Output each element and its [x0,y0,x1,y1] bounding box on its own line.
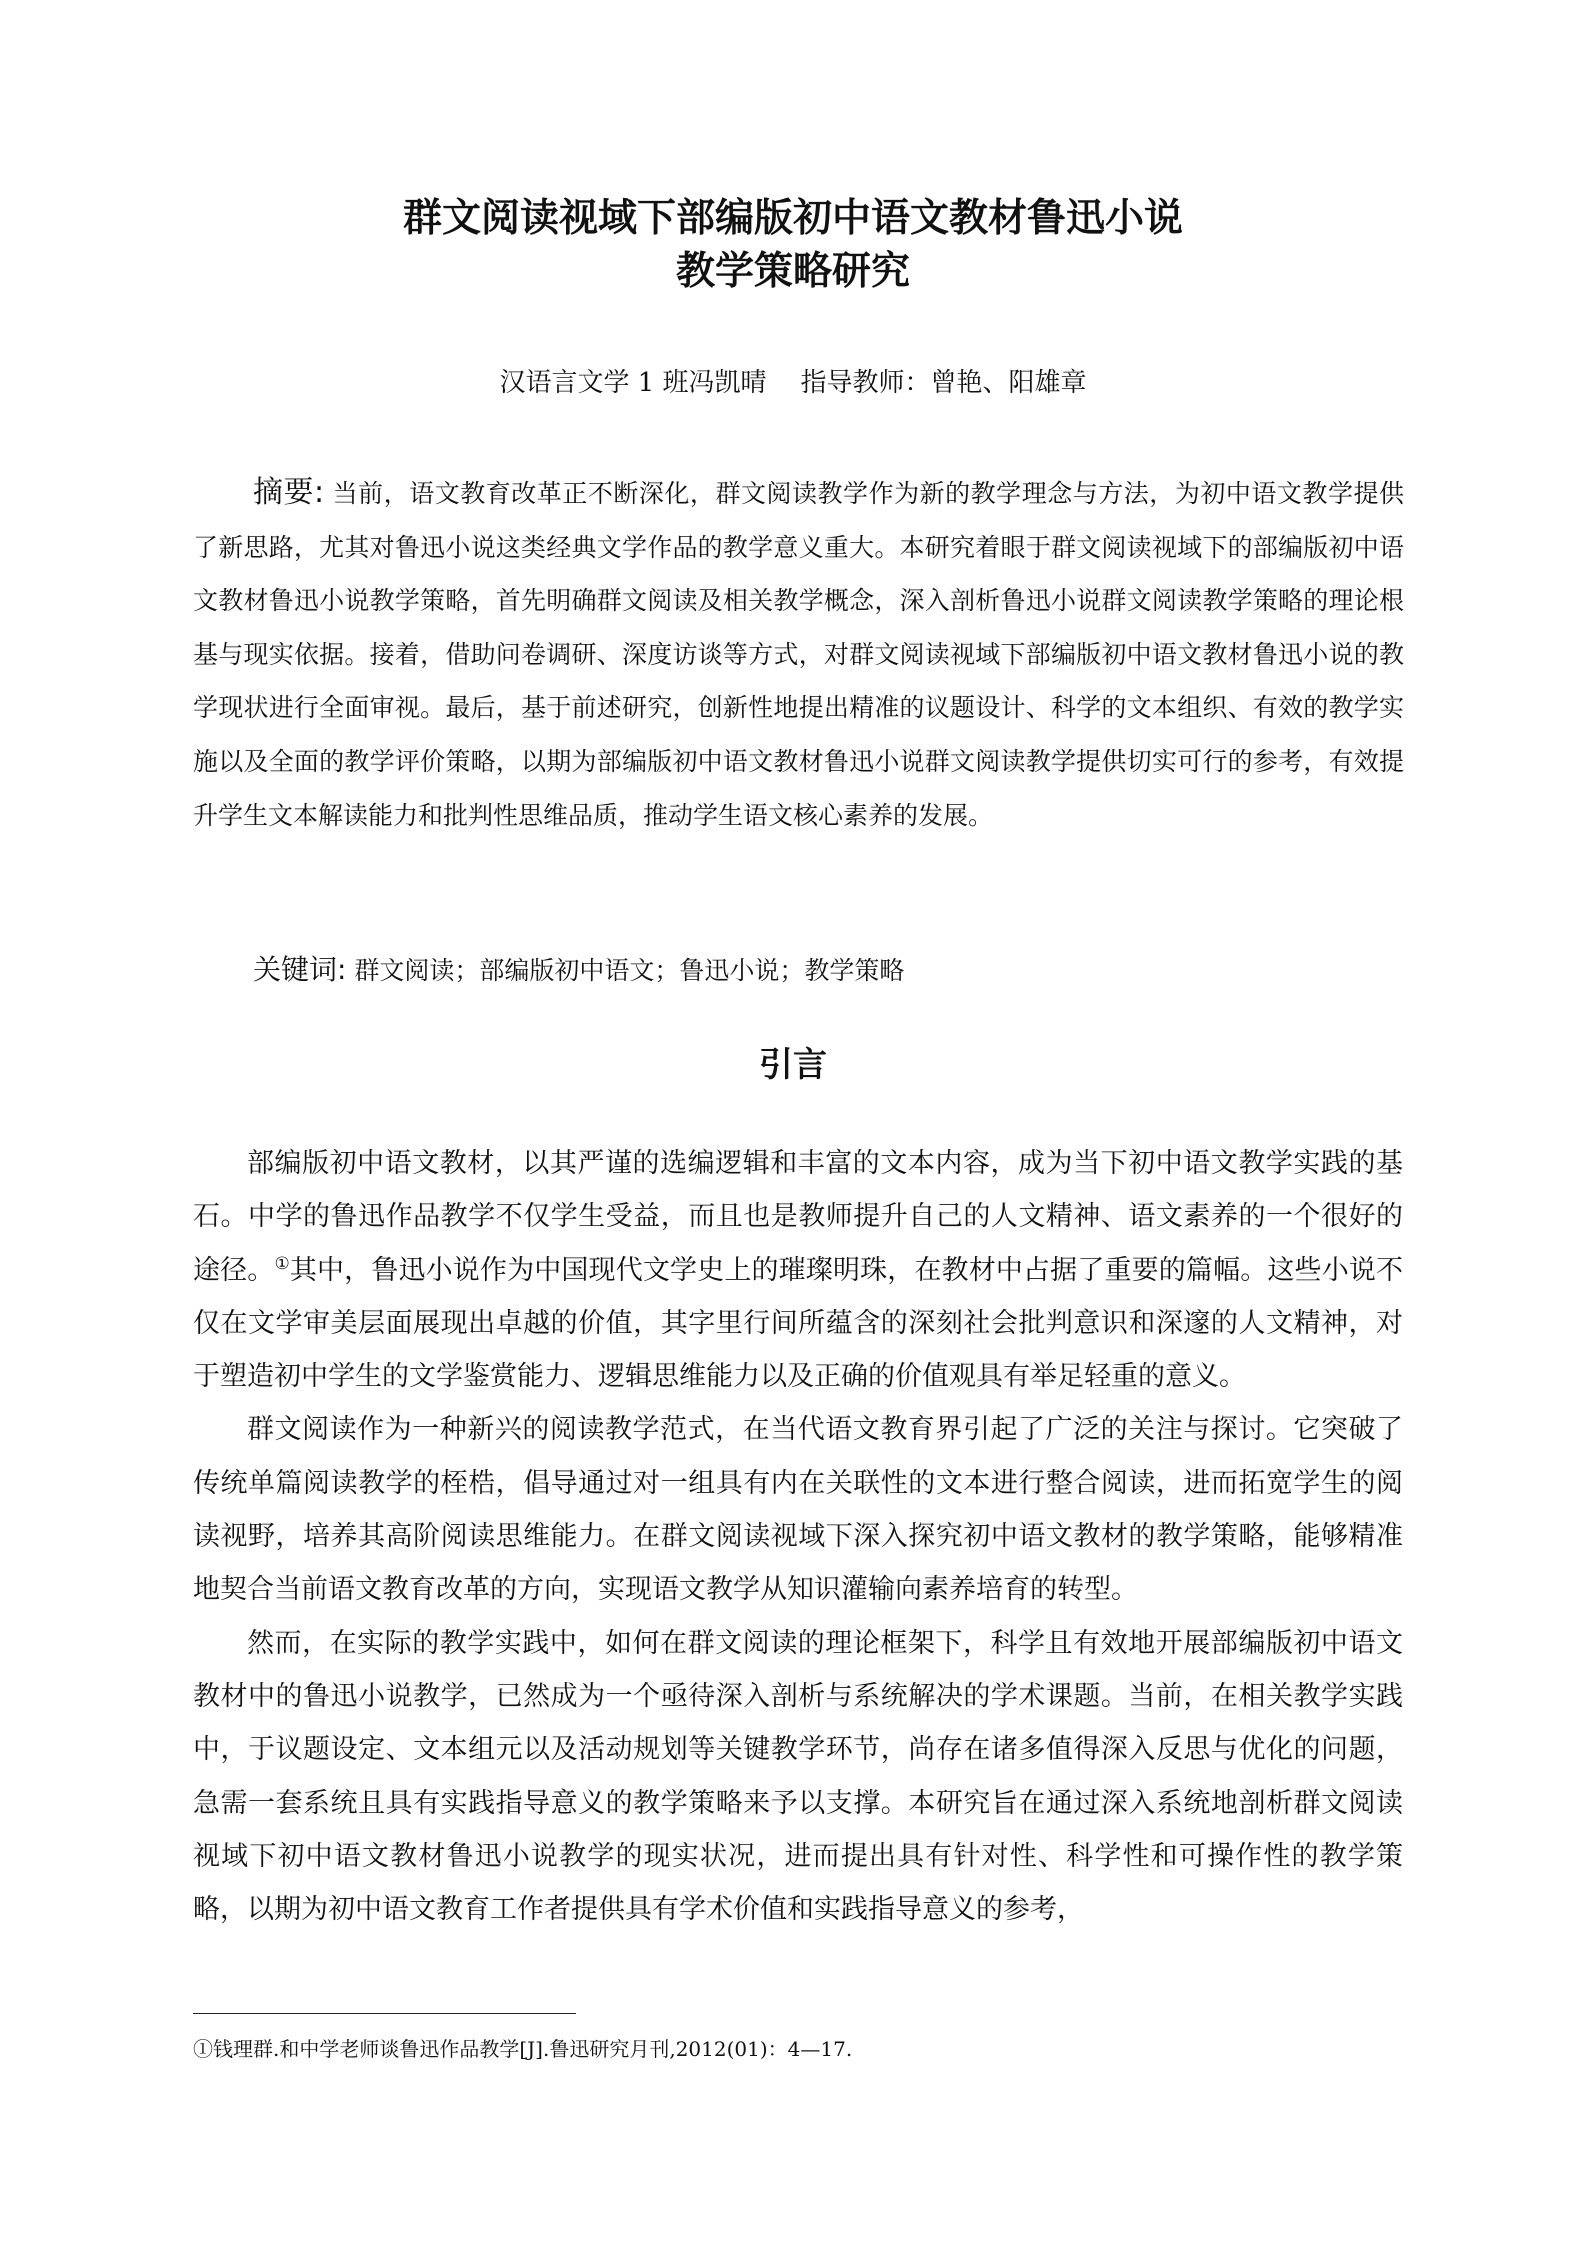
footnote-reference[interactable]: ① [274,1253,290,1274]
abstract-text: 当前，语文教育改革正不断深化，群文阅读教学作为新的教学理念与方法，为初中语文教学提供了新思路，尤其对鲁迅小说这类经典文学作品的教学意义重大。本研究着眼于群文阅读视域下的部编版初中语文教材鲁迅小说教学策略，首先明确群文阅读及相关教学概念，深入剖析鲁迅小说群文阅读教学策略的理论根基与现实依据。接着，借助问卷调研、深度访谈等方式，对群文阅读视域下部编版初中语文教材鲁迅小说的教学现状进行全面审视。最后，基于前述研究，创新性地提出精准的议题设计、科学的文本组织、有效的教学实施以及全面的教学评价策略，以期为部编版初中语文教材鲁迅小说群文阅读教学提供切实可行的参考，有效提升学生文本解读能力和批判性思维品质，推动学生语文核心素养的发展。 [193,479,1404,830]
author-line [193,363,1393,403]
body-text [193,1137,1403,1936]
paper-title-line-2: 教学策略研究 [675,249,910,294]
keywords-label: 关键词: [253,953,347,986]
abstract-label: 摘要: [253,475,325,510]
section-heading-introduction: 引言 [759,1045,827,1085]
abstract [193,466,1404,842]
body-paragraph-1-part-b: 其中，鲁迅小说作为中国现代文学史上的璀璨明珠，在教材中占据了重要的篇幅。这些小说不仅在文学审美层面展现出卓越的价值，其字里行间所蕴含的深刻社会批判意识和深邃的人文精神，对于塑造初中学生的文学鉴赏能力、逻辑思维能力以及正确的价值观具有举足轻重的意义。 [193,1254,1404,1393]
footnote-divider [193,2013,576,2014]
body-paragraph-3: 然而，在实际的教学实践中，如何在群文阅读的理论框架下，科学且有效地开展部编版初中语文教材中的鲁迅小说教学，已然成为一个亟待深入剖析与系统解决的学术课题。当前，在相关教学实践中，于议题设定、文本组元以及活动规划等关键教学环节，尚存在诸多值得深入反思与优化的问题，急需一套系统且具有实践指导意义的教学策略来予以支撑。本研究旨在通过深入系统地剖析群文阅读视域下初中语文教材鲁迅小说教学的现实状况，进而提出具有针对性、科学性和可操作性的教学策略，以期为初中语文教育工作者提供具有学术价值和实践指导意义的参考， [193,1627,1403,1926]
body-paragraph-1 [193,1137,1403,1403]
author-advisor: 指导教师：曾艳、阳雄章 [800,368,1087,398]
keywords [253,950,1393,991]
body-paragraph-1-part-a: 部编版初中语文教材，以其严谨的选编逻辑和丰富的文本内容，成为当下初中语文教学实践的基石。中学的鲁迅作品教学不仅学生受益，而且也是教师提升自己的人文精神、语文素养的一个很好的途径。 [193,1148,1403,1286]
body-paragraph-2: 群文阅读作为一种新兴的阅读教学范式，在当代语文教育界引起了广泛的关注与探讨。它突破了传统单篇阅读教学的桎梏，倡导通过对一组具有内在关联性的文本进行整合阅读，进而拓宽学生的阅读视野，培养其高阶阅读思维能力。在群文阅读视域下深入探究初中语文教材的教学策略，能够精准地契合当前语文教育改革的方向，实现语文教学从知识灌输向素养培育的转型。 [193,1414,1403,1606]
keywords-text: 群文阅读；部编版初中语文；鲁迅小说；教学策略 [354,956,905,985]
paper-title-line-1: 群文阅读视域下部编版初中语文教材鲁迅小说 [402,196,1183,241]
footnote: ①钱理群.和中学老师谈鲁迅作品教学[J].鲁迅研究月刊,2012(01)：4—17. [193,2037,853,2061]
author-student: 汉语言文学 1 班冯凯晴 [499,368,767,398]
